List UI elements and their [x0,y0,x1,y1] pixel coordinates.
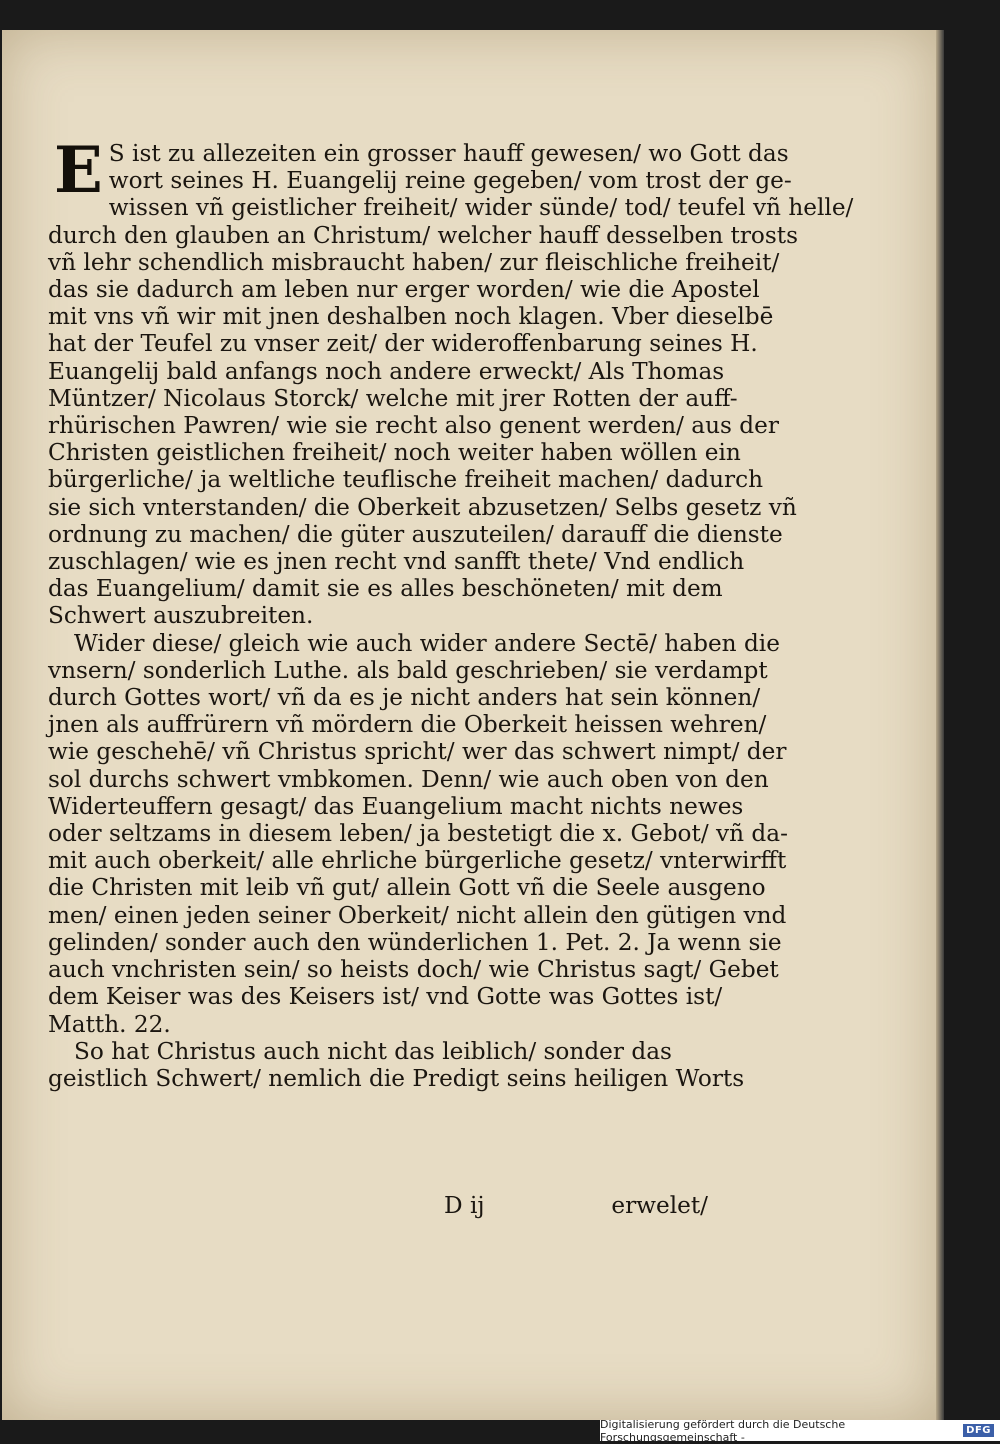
text-line: vnsern/ sonderlich Luthe. als bald geschrieben/ sie verdampt [48,656,768,684]
funding-credit-bar [600,1417,1000,1444]
text-line: jnen als auffrürern vñ mördern die Oberkeit heissen wehren/ [48,711,767,739]
text-line: wie geschehē/ vñ Christus spricht/ wer das schwert nimpt/ der [48,738,787,766]
text-line: Schwert auszubreiten. [48,602,314,630]
text-line: Euangelij bald anfangs noch andere erweckt/ Als Thomas [48,357,725,385]
text-line: mit vns vñ wir mit jnen deshalben noch klagen. Vber dieselbē [48,303,774,331]
funding-credit-text: Digitalisierung gefördert durch die Deutsche Forschungsgemeinschaft - [600,1417,846,1444]
text-line: mit auch oberkeit/ alle ehrliche bürgerliche gesetz/ vnterwirfft [48,847,787,875]
text-line: ordnung zu machen/ die güter auszuteilen/ darauff die dienste [48,520,783,548]
page-edge [936,30,944,1420]
text-line: hat der Teufel zu vnser zeit/ der wideroffenbarung seines H. [48,330,758,358]
signature-mark: D ij [444,1192,485,1219]
text-line: wort seines H. Euangelij reine gegeben/ vom trost der ge- [108,167,792,195]
text-line: zuschlagen/ wie es jnen recht vnd sanfft thete/ Vnd endlich [48,548,745,576]
text-line: So hat Christus auch nicht das leiblich/ sonder das [74,1037,672,1065]
paragraph-1 [48,133,854,630]
page-footer [48,1192,738,1222]
text-line: gelinden/ sonder auch den wünderlichen 1. Pet. 2. Ja wenn sie [48,928,782,956]
text-line: wissen vñ geistlicher freiheit/ wider sünde/ tod/ teufel vñ helle/ [108,194,854,222]
dfg-logo-icon: DFG [963,1424,994,1437]
text-line: Christen geistlichen freiheit/ noch weiter haben wöllen ein [48,439,741,467]
text-line: vñ lehr schendlich misbraucht haben/ zur fleischliche freiheit/ [48,248,780,276]
body-text [48,133,854,1092]
text-line: dem Keiser was des Keisers ist/ vnd Gotte was Gottes ist/ [48,983,723,1011]
text-line: rhürischen Pawren/ wie sie recht also genent werden/ aus der [48,412,779,440]
text-line: durch den glauben an Christum/ welcher hauff desselben trosts [48,221,799,249]
catchword: erwelet/ [611,1192,708,1219]
text-line: geistlich Schwert/ nemlich die Predigt seins heiligen Worts [48,1064,745,1092]
text-line: Matth. 22. [48,1010,171,1038]
text-line: oder seltzams in diesem leben/ ja bestetigt die x. Gebot/ vñ da- [48,820,788,848]
paragraph-2 [48,629,788,1038]
drop-capital: E [54,133,103,208]
text-line: die Christen mit leib vñ gut/ allein Gott vñ die Seele ausgeno [48,874,766,902]
text-line: men/ einen jeden seiner Oberkeit/ nicht allein den gütigen vnd [48,901,787,929]
text-line: S ist zu allezeiten ein grosser hauff gewesen/ wo Gott das [108,140,789,167]
text-line: durch Gottes wort/ vñ da es je nicht anders hat sein können/ [48,684,761,712]
text-line: bürgerliche/ ja weltliche teuflische freiheit machen/ dadurch [48,466,764,494]
text-line: Widerteuffern gesagt/ das Euangelium macht nichts newes [48,792,744,820]
text-line: sol durchs schwert vmbkomen. Denn/ wie auch oben von den [48,765,769,793]
text-line: auch vnchristen sein/ so heists doch/ wie Christus sagt/ Gebet [48,956,779,984]
text-line: Müntzer/ Nicolaus Storck/ welche mit jrer Rotten der auff- [48,384,738,412]
text-line: das sie dadurch am leben nur erger worden/ wie die Apostel [48,276,760,304]
paragraph-3 [48,1037,745,1092]
text-line: das Euangelium/ damit sie es alles beschöneten/ mit dem [48,575,723,603]
text-line: Wider diese/ gleich wie auch wider andere Sectē/ haben die [74,629,780,657]
text-line: sie sich vnterstanden/ die Oberkeit abzusetzen/ Selbs gesetz vñ [48,493,797,521]
